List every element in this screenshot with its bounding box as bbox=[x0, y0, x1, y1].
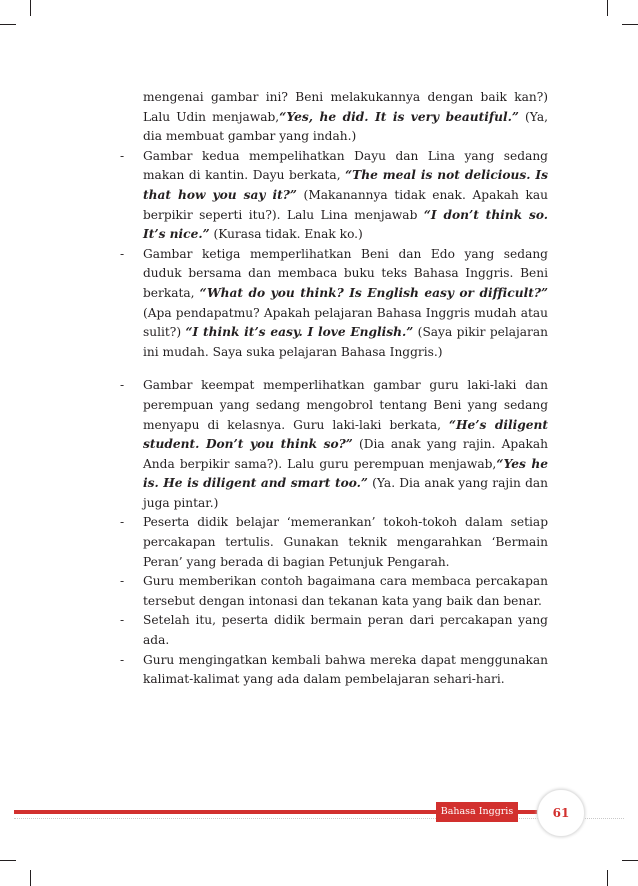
item-text: Guru mengingatkan kembali bahwa mereka dapat menggunakan kalimat-kalimat yang ada dalam pembelajaran sehari-hari. bbox=[143, 652, 548, 687]
item-text: Gambar kedua mempelihatkan Dayu dan Lina yang sedang makan di kantin. Dayu berkata, bbox=[143, 148, 548, 183]
list-item bbox=[118, 513, 548, 572]
item-text: (Dia anak yang rajin. Apakah Anda berpikir sama?). Lalu guru perempuan menjawab, bbox=[143, 437, 548, 471]
crop-mark bbox=[30, 870, 31, 886]
list-item bbox=[118, 376, 548, 513]
english-quote: “The meal is not delicious. Is that how you say it?” bbox=[143, 168, 548, 202]
book-title-label: Bahasa Inggris bbox=[436, 802, 518, 822]
item-text: (Saya pikir pelajaran ini mudah. Saya suka pelajaran Bahasa Inggris.) bbox=[143, 325, 548, 359]
english-quote: “What do you think? Is English easy or difficult?” bbox=[199, 285, 549, 300]
bullet-dash: - bbox=[120, 613, 125, 628]
item-text: (Ya. Dia anak yang rajin dan juga pintar.) bbox=[143, 476, 549, 510]
crop-mark bbox=[0, 24, 16, 25]
paragraph-text: mengenai gambar ini? Beni melakukannya dengan baik kan?) Lalu Udin menjawab, bbox=[143, 90, 548, 124]
item-text: Gambar ketiga memperlihatkan Beni dan Edo yang sedang duduk bersama dan membaca buku teks Bahasa Inggris. Beni berkata, bbox=[143, 246, 548, 300]
page-body bbox=[118, 88, 548, 690]
bullet-dash: - bbox=[120, 574, 125, 589]
list-item bbox=[118, 147, 548, 245]
bullet-dash: - bbox=[120, 652, 125, 667]
english-quote: “He’s diligent student. Don’t you think so?” bbox=[143, 417, 548, 452]
item-text: Gambar keempat memperlihatkan gambar guru laki-laki dan perempuan yang sedang mengobrol tentang Beni yang sedang menyapu di kelasnya. Guru laki-laki berkata, bbox=[143, 378, 548, 432]
item-text: Guru memberikan contoh bagaimana cara membaca percakapan tersebut dengan intonasi dan tekanan kata yang baik dan benar. bbox=[143, 574, 548, 608]
continued-paragraph bbox=[118, 88, 548, 147]
english-quote: “Yes he is. He is diligent and smart too.” bbox=[143, 456, 548, 491]
page-number: 61 bbox=[537, 789, 585, 837]
bullet-dash: - bbox=[120, 378, 125, 393]
bullet-dash: - bbox=[120, 515, 125, 530]
item-text: (Apa pendapatmu? Apakah pelajaran Bahasa Inggris mudah atau sulit?) bbox=[143, 305, 548, 340]
crop-mark bbox=[30, 0, 31, 16]
crop-mark bbox=[607, 0, 608, 16]
english-quote: “I don’t think so. It’s nice.” bbox=[143, 207, 548, 242]
footer-dotted-rule bbox=[14, 818, 624, 819]
english-quote: “Yes, he did. It is very beautiful.” bbox=[279, 109, 519, 124]
list-item bbox=[118, 245, 548, 363]
item-text: (Kurasa tidak. Enak ko.) bbox=[209, 227, 363, 242]
list-item bbox=[118, 651, 548, 690]
bullet-dash: - bbox=[120, 246, 125, 261]
item-text: (Makanannya tidak enak. Apakah kau berpikir seperti itu?). Lalu Lina menjawab bbox=[143, 187, 548, 222]
list-item bbox=[118, 572, 548, 611]
bullet-dash: - bbox=[120, 148, 125, 163]
paragraph-text: (Ya, dia membuat gambar yang indah.) bbox=[143, 109, 548, 144]
english-quote: “I think it’s easy. I love English.” bbox=[185, 325, 414, 340]
item-text: Peserta didik belajar ‘memerankan’ tokoh-tokoh dalam setiap percakapan tertulis. Gunakan teknik mengarahkan ‘Bermain Peran’ yang berada di bagian Petunjuk Pengarah. bbox=[143, 515, 548, 569]
crop-mark bbox=[607, 870, 608, 886]
crop-mark bbox=[622, 860, 638, 861]
item-text: Setelah itu, peserta didik bermain peran dari percakapan yang ada. bbox=[143, 613, 548, 648]
crop-mark bbox=[622, 24, 638, 25]
crop-mark bbox=[0, 860, 16, 861]
list-item bbox=[118, 611, 548, 650]
